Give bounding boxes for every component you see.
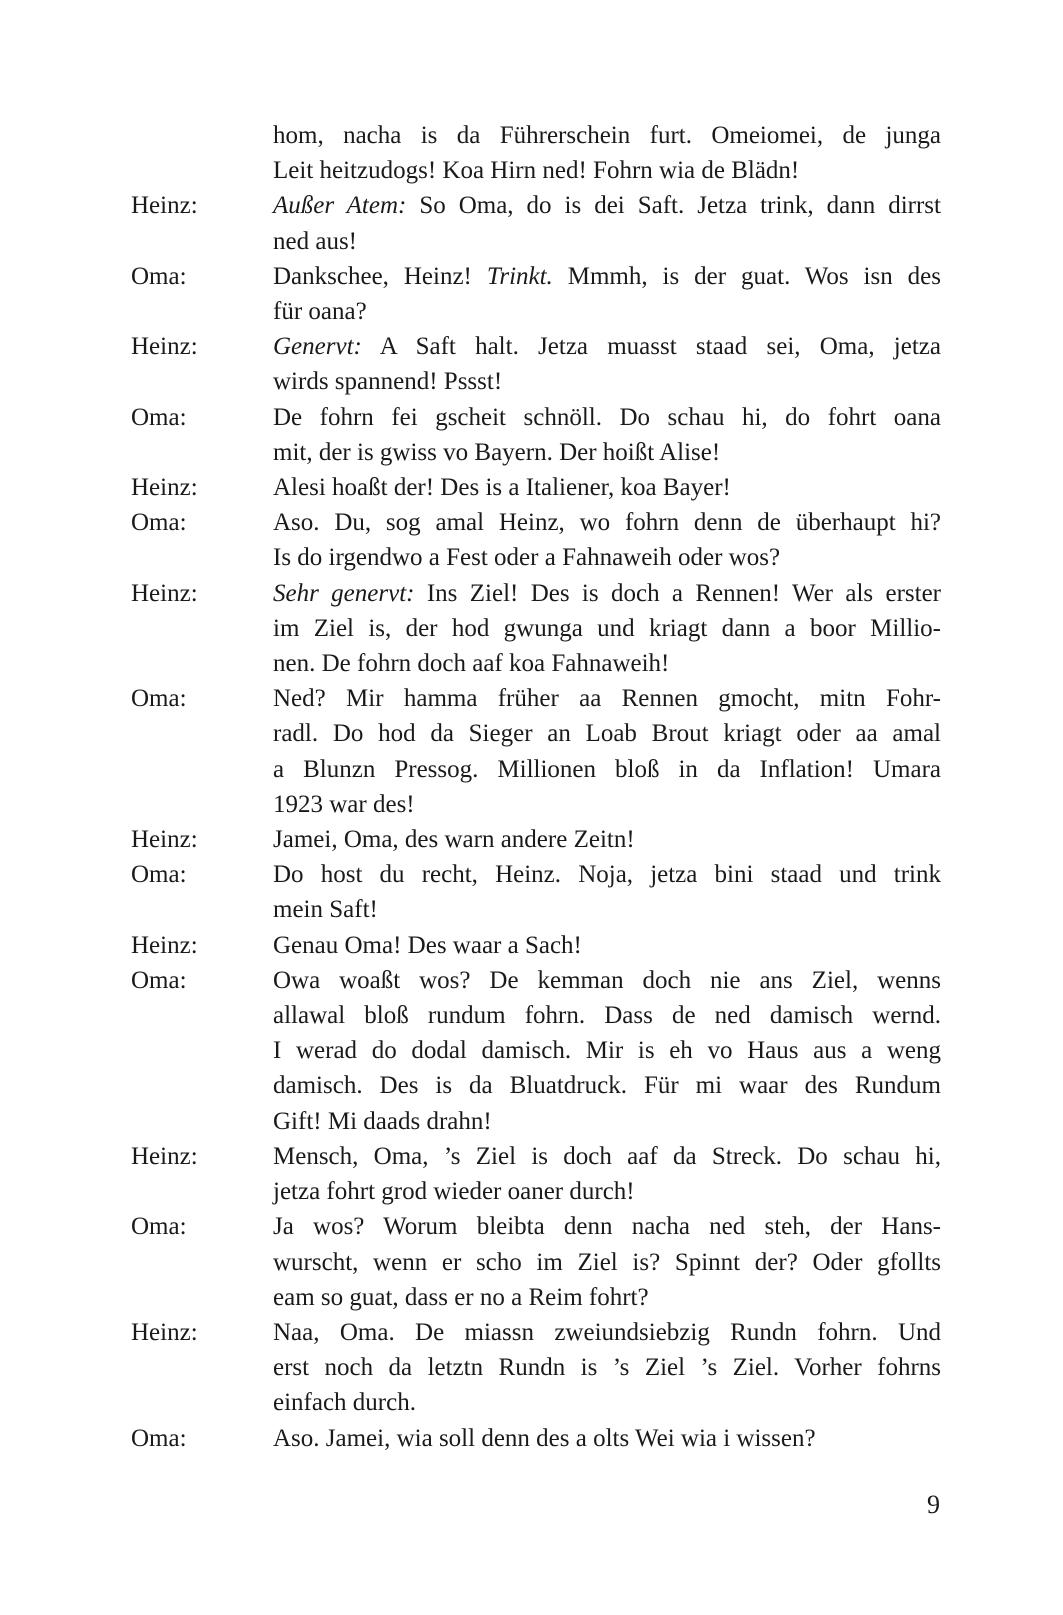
speech-text xyxy=(273,963,941,1139)
text-line xyxy=(273,400,941,435)
text-line xyxy=(273,540,941,575)
spoken-text: Ins Ziel! Des is doch a Rennen! Wer als erster xyxy=(414,579,941,607)
spoken-text: hom, nacha is da Führerschein furt. Omeiomei, de junga xyxy=(273,122,941,149)
text-line xyxy=(273,1033,941,1068)
spoken-text: Is do irgendwo a Fest oder a Fahnaweih oder wos? xyxy=(273,544,781,572)
speaker-name: Heinz: xyxy=(131,333,198,361)
text-line xyxy=(273,470,941,505)
spoken-text: einfach durch. xyxy=(273,1389,416,1417)
text-line xyxy=(273,857,941,892)
speaker-name: Oma: xyxy=(131,966,187,994)
spoken-text: für oana? xyxy=(273,298,367,326)
spoken-text: wirds spannend! Pssst! xyxy=(273,368,503,396)
speaker-name: Heinz: xyxy=(131,474,198,502)
dialogue-entry xyxy=(131,963,941,1139)
speech-text xyxy=(273,470,941,505)
speaker-name: Heinz: xyxy=(131,931,198,959)
speech-text xyxy=(273,1315,941,1421)
text-line xyxy=(273,1280,941,1315)
text-line xyxy=(273,435,941,470)
spoken-text: mit, der is gwiss vo Bayern. Der hoißt Alise! xyxy=(273,438,721,466)
spoken-text: Alesi hoaßt der! Des is a Italiener, koa Bayer! xyxy=(273,474,731,502)
speaker-name: Oma: xyxy=(131,1213,187,1241)
dialogue-entry xyxy=(131,928,941,963)
text-line xyxy=(273,188,941,223)
speech-text xyxy=(273,1209,941,1315)
text-line xyxy=(273,1245,941,1280)
speech-text xyxy=(273,1139,941,1209)
speaker-name: Oma: xyxy=(131,861,187,889)
spoken-text: Leit heitzudogs! Koa Hirn ned! Fohrn wia de Blädn! xyxy=(273,157,800,185)
text-line xyxy=(273,1350,941,1385)
dialogue-text xyxy=(131,118,941,1456)
spoken-text: Ja wos? Worum bleibta denn nacha ned steh, der Hans- xyxy=(273,1213,941,1241)
text-line xyxy=(273,1315,941,1350)
text-line xyxy=(273,329,941,364)
text-line xyxy=(273,364,941,399)
speech-text xyxy=(273,857,941,927)
spoken-text: Jamei, Oma, des warn andere Zeitn! xyxy=(273,826,635,854)
text-line xyxy=(273,576,941,611)
text-line xyxy=(273,505,941,540)
spoken-text: eam so guat, dass er no a Reim fohrt? xyxy=(273,1283,649,1311)
text-line xyxy=(273,1174,941,1209)
dialogue-entry xyxy=(131,400,941,470)
spoken-text: a Blunzn Pressog. Millionen bloß in da Inflation! Umara xyxy=(273,755,941,783)
text-line xyxy=(273,153,941,188)
speech-text xyxy=(273,329,941,399)
spoken-text: erst noch da letztn Rundn is ’s Ziel ’s Ziel. Vorher fohrns xyxy=(273,1354,941,1382)
text-line xyxy=(273,224,941,259)
spoken-text: mein Saft! xyxy=(273,896,378,924)
dialogue-entry xyxy=(131,505,941,575)
dialogue-entry xyxy=(131,329,941,399)
spoken-text: Aso. Jamei, wia soll denn des a olts Wei wia i wissen? xyxy=(273,1424,816,1452)
speaker-name: Heinz: xyxy=(131,1318,198,1346)
stage-direction: Genervt: xyxy=(273,333,362,361)
speaker-name: Heinz: xyxy=(131,1142,198,1170)
spoken-text: jetza fohrt grod wieder oaner durch! xyxy=(273,1178,635,1206)
spoken-text: ned aus! xyxy=(273,227,357,255)
spoken-text: allawal bloß rundum fohrn. Dass de ned damisch wernd. xyxy=(273,1002,941,1030)
spoken-text: Aso. Du, sog amal Heinz, wo fohrn denn de überhaupt hi? xyxy=(273,509,941,537)
text-line xyxy=(273,1104,941,1139)
dialogue-entry xyxy=(131,857,941,927)
speech-text xyxy=(273,681,941,822)
dialogue-entry xyxy=(131,681,941,822)
dialogue-entry xyxy=(131,1139,941,1209)
speech-text xyxy=(273,1421,941,1456)
dialogue-entry xyxy=(131,1421,941,1456)
text-line xyxy=(273,118,941,153)
speech-text xyxy=(273,576,941,682)
spoken-text: Mensch, Oma, ’s Ziel is doch aaf da Streck. Do schau hi, xyxy=(273,1142,941,1170)
dialogue-entry xyxy=(131,822,941,857)
dialogue-entry xyxy=(131,1209,941,1315)
dialogue-entry xyxy=(131,188,941,258)
text-line xyxy=(273,1385,941,1420)
speaker-name: Oma: xyxy=(131,262,187,290)
text-line xyxy=(273,998,941,1033)
spoken-text: Gift! Mi daads drahn! xyxy=(273,1107,492,1135)
text-line xyxy=(273,611,941,646)
speaker-name: Heinz: xyxy=(131,826,198,854)
page-number: 9 xyxy=(927,1490,940,1519)
spoken-text: 1923 war des! xyxy=(273,790,415,818)
text-line xyxy=(273,928,941,963)
text-line xyxy=(273,259,941,294)
dialogue-entry xyxy=(131,470,941,505)
spoken-text: A Saft halt. Jetza muasst staad sei, Oma, jetza xyxy=(361,333,941,361)
speaker-name: Heinz: xyxy=(131,192,198,220)
speaker-name: Heinz: xyxy=(131,579,198,607)
speaker-name: Oma: xyxy=(131,685,187,713)
spoken-text: im Ziel is, der hod gwunga und kriagt dann a boor Millio- xyxy=(273,614,941,642)
speech-text xyxy=(273,259,941,329)
spoken-text: Dankschee, Heinz! xyxy=(273,262,487,290)
stage-direction: Außer Atem: xyxy=(273,192,407,220)
text-line xyxy=(273,1209,941,1244)
spoken-text: Genau Oma! Des waar a Sach! xyxy=(273,931,582,959)
dialogue-entry xyxy=(131,259,941,329)
text-line xyxy=(273,787,941,822)
text-line xyxy=(273,646,941,681)
spoken-text: radl. Do hod da Sieger an Loab Brout kriagt oder aa amal xyxy=(273,720,941,748)
spoken-text: wurscht, wenn er scho im Ziel is? Spinnt der? Oder gfollts xyxy=(273,1248,941,1276)
spoken-text: Mmmh, is der guat. Wos isn des xyxy=(552,262,941,290)
text-line xyxy=(273,681,941,716)
text-line xyxy=(273,752,941,787)
text-line xyxy=(273,1068,941,1103)
spoken-text: nen. De fohrn doch aaf koa Fahnaweih! xyxy=(273,650,670,678)
speaker-name: Oma: xyxy=(131,1424,187,1452)
text-line xyxy=(273,294,941,329)
spoken-text: Do host du recht, Heinz. Noja, jetza bini staad und trink xyxy=(273,861,941,889)
speech-text xyxy=(273,400,941,470)
speech-text xyxy=(273,928,941,963)
spoken-text: damisch. Des is da Bluatdruck. Für mi waar des Rundum xyxy=(273,1072,941,1100)
spoken-text: De fohrn fei gscheit schnöll. Do schau hi, do fohrt oana xyxy=(273,403,941,431)
text-line xyxy=(273,1139,941,1174)
text-line xyxy=(273,892,941,927)
spoken-text: Naa, Oma. De miassn zweiundsiebzig Rundn fohrn. Und xyxy=(273,1318,941,1346)
text-line xyxy=(273,1421,941,1456)
speech-text xyxy=(273,505,941,575)
speech-text xyxy=(273,822,941,857)
text-line xyxy=(273,716,941,751)
dialogue-entry xyxy=(131,576,941,682)
text-line xyxy=(273,963,941,998)
spoken-text: Ned? Mir hamma früher aa Rennen gmocht, mitn Fohr- xyxy=(273,685,941,713)
spoken-text: So Oma, do is dei Saft. Jetza trink, dann dirrst xyxy=(406,192,941,220)
speech-text xyxy=(273,188,941,258)
dialogue-entry xyxy=(131,1315,941,1421)
speaker-name: Oma: xyxy=(131,403,187,431)
spoken-text: Owa woaßt wos? De kemman doch nie ans Ziel, wenns xyxy=(273,966,941,994)
speaker-name: Oma: xyxy=(131,509,187,537)
speech-text xyxy=(273,118,941,188)
text-line xyxy=(273,822,941,857)
stage-direction: Sehr genervt: xyxy=(273,579,415,607)
stage-direction: Trinkt. xyxy=(486,262,553,290)
dialogue-entry xyxy=(131,118,941,188)
spoken-text: I werad do dodal damisch. Mir is eh vo Haus aus a weng xyxy=(273,1037,941,1065)
